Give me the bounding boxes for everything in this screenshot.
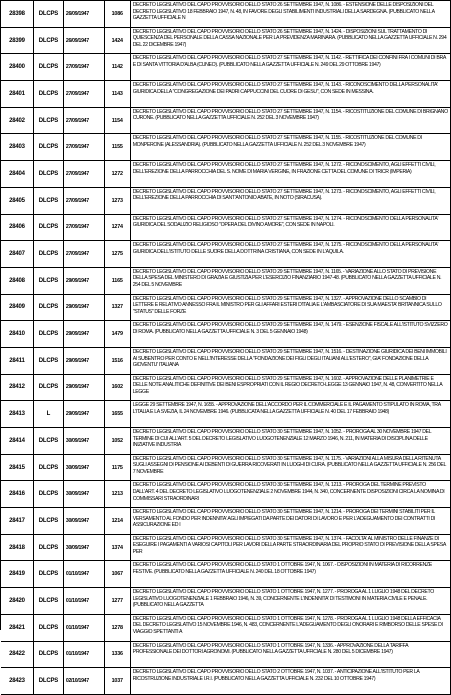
record-number: 28403 xyxy=(1,134,34,160)
act-type: DLCPS xyxy=(34,134,64,160)
act-number: 1175 xyxy=(105,455,131,481)
act-date: 27/09/1947 xyxy=(64,108,105,134)
act-date: 29/09/1947 xyxy=(64,375,105,401)
act-description: DECRETO LEGISLATIVO DEL CAPO PROVVISORIO DELLO STATO 27 SETTEMBRE 1947, N. 1142. - RETTIFICA DEI CONFINI FRA I COMUNI DI BRA E DI SANTA VITTORIA D'ALBA (CUNEO). (PUBBLICATO NELLA GAZZETTA UFFICIALE N. 249 DEL 29 OTTOBRE 1947) xyxy=(131,54,451,80)
record-number: 28409 xyxy=(1,295,34,321)
act-description: DECRETO LEGISLATIVO DEL CAPO PROVVISORIO DELLO STATO 27 SETTEMBRE 1947, N. 1275. - RICONOSCIMENTO DELLA PERSONALITA' GIURIDICA DELL'ISTITUTO DELLE SUORE DELLA DOTTRINA CRISTIANA, CON SEDE IN L'AQUILA. xyxy=(131,241,451,267)
act-type: DLCPS xyxy=(34,455,64,481)
act-date: 26/09/1947 xyxy=(64,28,105,54)
act-number: 1274 xyxy=(105,215,131,241)
act-description: DECRETO LEGISLATIVO DEL CAPO PROVVISORIO DELLO STATO 29 SETTEMBRE 1947, N. 1165. - VARIAZIONE ALLO STATO DI PREVISIONE DELLA SPESA DEL MINISTERO DI GRAZIA E GIUSTIZIA PER L'ESERCIZIO FINANZIARIO 1947-48. (PUBBLICATO NELLA GAZZETTA UFFICIALE N. 254 DEL 5 NOVEMBRE xyxy=(131,268,451,294)
record-number: 28415 xyxy=(1,455,34,481)
act-date: 29/09/1947 xyxy=(64,295,105,321)
act-type: DLCPS xyxy=(34,54,64,80)
act-description: DECRETO LEGISLATIVO DEL CAPO PROVVISORIO DELLO STATO 29 SETTEMBRE 1947, N. 1516. - DESTINAZIONE GIURIDICA DEI BENI IMMOBILI AI SUBENTRO PER CONTO E NELL'INTERESSE DELLA "FONDAZIONE DEI FIGLI DEGLI ITALIANI ALL'ESTERO", GIA' FONDAZIONE DELLA GIOVENTU' ITALIANA xyxy=(131,348,451,374)
act-number: 1278 xyxy=(105,615,131,641)
act-description: DECRETO LEGISLATIVO DEL CAPO PROVVISORIO DELLO STATO 2 OTTOBRE 1947, N. 1037. - ANTICIPAZIONE ALL'ISTITUTO PER LA RICOSTRUZIONE INDUSTRIALE I.R.I. (PUBBLICATO NELLA GAZZETTA UFFICIALE N. 232 DEL 10 OTTOBRE 1947) xyxy=(131,668,451,694)
act-number: 1327 xyxy=(105,295,131,321)
act-type: DLCPS xyxy=(34,268,64,294)
record-number: 28405 xyxy=(1,188,34,214)
record-number: 28422 xyxy=(1,642,34,668)
record-number: 28411 xyxy=(1,348,34,374)
table-row xyxy=(1,54,451,81)
act-description: DECRETO LEGISLATIVO DEL CAPO PROVVISORIO DELLO STATO 27 SETTEMBRE 1947, N. 1273. - RICONOSCIMENTO, AGLI EFFETTI CIVILI, DELL'EREZIONE DELLA PARROCCHIA DI SANT'ANTONIO ABATE, IN NOTO (SIRACUSA). xyxy=(131,188,451,214)
act-date: 30/09/1947 xyxy=(64,428,105,454)
act-description: DECRETO LEGISLATIVO DEL CAPO PROVVISORIO DELLO STATO 29 SETTEMBRE 1947, N. 1479. - ESENZIONE FISCALE ALL'ISTITUTO SVIZZERO DI ROMA. (PUBBLICATO NELLA GAZZETTA UFFICIALE N. 3 DEL 5 GENNAIO 1948) xyxy=(131,321,451,347)
act-description: DECRETO LEGISLATIVO DEL CAPO PROVVISORIO DELLO STATO 1 OTTOBRE 1947, N. 1277. - PROROGA AL 1 LUGLIO 1948 DEL DECRETO LEGISLATIVO LUOGOTENENZIALE 1 FEBBRAIO 1946, N. 39, CONCERNENTE L'INDENNITA' DI TESTIMONI IN MATERIA CIVILE E PENALE. (PUBBLICATO NELLA GAZZETTA xyxy=(131,588,451,614)
act-number: 1275 xyxy=(105,241,131,267)
table-row xyxy=(1,428,451,455)
act-type: DLCPS xyxy=(34,161,64,187)
act-type: DLCPS xyxy=(34,508,64,534)
act-type: DLCPS xyxy=(34,588,64,614)
act-description: DECRETO LEGISLATIVO DEL CAPO PROVVISORIO DELLO STATO 27 SETTEMBRE 1947, N. 1143. - RICONOSCIMENTO DELLA PERSONALITA' GIURIDICA DELLA "CONGREGAZIONE DEI PADRI CAPPUCCINI DEL CUORE DI GESU", CON SEDE IN MESSINA. xyxy=(131,81,451,107)
act-number: 1086 xyxy=(105,1,131,27)
act-date: 01/10/1947 xyxy=(64,588,105,614)
act-date: 02/10/1947 xyxy=(64,668,105,694)
act-date: 27/09/1947 xyxy=(64,54,105,80)
act-date: 27/09/1947 xyxy=(64,81,105,107)
act-date: 27/09/1947 xyxy=(64,241,105,267)
table-row xyxy=(1,455,451,482)
act-number: 1165 xyxy=(105,268,131,294)
act-type: DLCPS xyxy=(34,215,64,241)
act-description: DECRETO LEGISLATIVO DEL CAPO PROVVISORIO DELLO STATO 29 SETTEMBRE 1947, N. 1327. - APPROVAZIONE DELLO SCAMBIO DI LETTERE E RELATIVO ANNESSO FRA IL MINISTRO PER GLI AFFARI ESTERI D'ITALIA E L'AMBASCIATORE DI SUA MAESTA' BRITANNICA SULLO "STATUS" DELLE FORZE xyxy=(131,295,451,321)
act-description: DECRETO LEGISLATIVO DEL CAPO PROVVISORIO DELLO STATO 27 SETTEMBRE 1947, N. 1155. - RICOSTITUZIONE DEL COMUNE DI MONPERONE (ALESSANDRIA). (PUBBLICATO NELLA GAZZETTA UFFICIALE N. 252 DEL 3 NOVEMBRE 1947) xyxy=(131,134,451,160)
table-row xyxy=(1,134,451,161)
act-description: DECRETO LEGISLATIVO DEL CAPO PROVVISORIO DELLO STATO 26 SETTEMBRE 1947, N. 1424. - DISPOSIZIONI SUL TRATTAMENTO DI QUIESCENZA DEL PERSONALE DELLA CASSA NAZIONALE PER LA PREVIDENZA MARINARA. (PUBBLICATO NELLA GAZZETTA UFFICIALE N. 294 DEL 22 DICEMBRE 1947) xyxy=(131,28,451,54)
act-number: 1277 xyxy=(105,588,131,614)
record-number: 28420 xyxy=(1,588,34,614)
act-type: DLCPS xyxy=(34,1,64,27)
act-description: DECRETO LEGISLATIVO DEL CAPO PROVVISORIO DELLO STATO 30 SETTEMBRE 1947, N. 1213. - PROROGA DEL TERMINE PREVISTO DALL'ART. 4 DEL DECRETO LEGISLATIVO LUOGOTENENZIALE 2 NOVEMBRE 1944, N. 340, CONCERNENTE DISPOSIZIONI CIRCA LA NOMINA DI COMMISSARI STRAORDINARI xyxy=(131,481,451,507)
act-description: DECRETO LEGISLATIVO DEL CAPO PROVVISORIO DELLO STATO 30 SETTEMBRE 1947, N. 1214. - PROROGA DEI TERMINI STABILITI PER IL VERSAMENTO AL FONDO PER INDENNITA' AGLI IMPIEGATI DA PARTE DEI DATORI DI LAVORO E PER L'ADEGUAMENTO DEI CONTRATTI DI ASSICURAZIONE ED I xyxy=(131,508,451,534)
act-type: DLCPS xyxy=(34,28,64,54)
table-row xyxy=(1,108,451,135)
act-description: DECRETO LEGISLATIVO DEL CAPO PROVVISORIO DELLO STATO 26 SETTEMBRE 1947, N. 1086. - ESTENSIONE DELLE DISPOSIZIONI DEL DECRETO LEGISLATIVO 18 FEBBRAIO 1947, N. 48, IN FAVORE DEGLI STABILIMENTI INDUSTRIALI DELLA SARDEGNA. (PUBBLICATO NELLA GAZZETTA UFFICIALE N xyxy=(131,1,451,27)
act-date: 01/10/1947 xyxy=(64,615,105,641)
record-number: 28408 xyxy=(1,268,34,294)
act-date: 27/09/1947 xyxy=(64,215,105,241)
table-row xyxy=(1,508,451,535)
act-type: DLCPS xyxy=(34,188,64,214)
table-row xyxy=(1,588,451,615)
record-number: 28400 xyxy=(1,54,34,80)
table-row xyxy=(1,348,451,375)
table-row xyxy=(1,241,451,268)
act-description: DECRETO LEGISLATIVO DEL CAPO PROVVISORIO DELLO STATO 1 OTTOBRE 1947, N. 1336. - APPROVAZIONE DELLA TARIFFA PROFESSIONALE DEI DOTTORI AGRONOMI. (PUBBLICATO NELLA GAZZETTA UFFICIALE N. 280 DEL 5 DICEMBRE 1947) xyxy=(131,642,451,668)
record-number: 28416 xyxy=(1,481,34,507)
act-number: 1142 xyxy=(105,54,131,80)
act-date: 29/09/1947 xyxy=(64,348,105,374)
act-number: 1273 xyxy=(105,188,131,214)
act-type: DLCPS xyxy=(34,481,64,507)
act-type: DLCPS xyxy=(34,295,64,321)
record-number: 28413 xyxy=(1,401,34,427)
act-number: 1655 xyxy=(105,401,131,427)
act-number: 1067 xyxy=(105,561,131,587)
act-description: LEGGE 29 SETTEMBRE 1947, N. 1655. - APPROVAZIONE DELL'ACCORDO PER IL COMMERCIALE E IL PAGAMENTO STIPULATO IN ROMA, TRA L'ITALIA E LA SVEZIA, IL 24 NOVEMBRE 1946. (PUBBLICATA NELLA GAZZETTA UFFICIALE N. 40 DEL 17 FEBBRAIO 1948) xyxy=(131,401,451,427)
act-date: 30/09/1947 xyxy=(64,535,105,561)
act-number: 1154 xyxy=(105,108,131,134)
record-number: 28417 xyxy=(1,508,34,534)
record-number: 28399 xyxy=(1,28,34,54)
act-type: DLCPS xyxy=(34,642,64,668)
act-type: DLCPS xyxy=(34,561,64,587)
act-number: 1143 xyxy=(105,81,131,107)
act-number: 1602 xyxy=(105,375,131,401)
act-number: 1272 xyxy=(105,161,131,187)
act-description: DECRETO LEGISLATIVO DEL CAPO PROVVISORIO DELLO STATO 30 SETTEMBRE 1947, N. 1374. - FACOLTA' AL MINISTRO DELLE FINANZE DI ESEGUIRE I PAGAMENTI A VARIOSI CAPITOLI PER LAVORI DELLA PARTE STRAORDINARIA DEL PROPRIO STATO DI PREVISIONE DELLA SPESA PER xyxy=(131,535,451,561)
act-description: DECRETO LEGISLATIVO DEL CAPO PROVVISORIO DELLO STATO 27 SETTEMBRE 1947, N. 1154. - RICOSTITUZIONE DEL COMUNE DI BRIGNANO CURONE. (PUBBLICATO NELLA GAZZETTA UFFICIALE N. 252 DEL 3 NOVEMBRE 1947) xyxy=(131,108,451,134)
act-date: 27/09/1947 xyxy=(64,188,105,214)
record-number: 28401 xyxy=(1,81,34,107)
table-row xyxy=(1,615,451,642)
act-type: DLCPS xyxy=(34,535,64,561)
act-type: DLCPS xyxy=(34,615,64,641)
record-number: 28421 xyxy=(1,615,34,641)
act-date: 30/09/1947 xyxy=(64,481,105,507)
table-row xyxy=(1,1,451,28)
act-type: L xyxy=(34,401,64,427)
act-number: 1479 xyxy=(105,321,131,347)
act-date: 30/09/1947 xyxy=(64,455,105,481)
act-description: DECRETO LEGISLATIVO DEL CAPO PROVVISORIO DELLO STATO 27 SETTEMBRE 1947, N. 1274. - RICONOSCIMENTO DELLA PERSONALITA' GIURIDICA DEL SODALIZIO RELIGIOSO "OPERA DEL DIVINO AMORE", CON SEDE IN NAPOLI. xyxy=(131,215,451,241)
record-number: 28410 xyxy=(1,321,34,347)
table-row xyxy=(1,81,451,108)
table-row xyxy=(1,215,451,242)
record-number: 28407 xyxy=(1,241,34,267)
act-type: DLCPS xyxy=(34,428,64,454)
act-type: DLCPS xyxy=(34,321,64,347)
act-type: DLCPS xyxy=(34,81,64,107)
act-description: DECRETO LEGISLATIVO DEL CAPO PROVVISORIO DELLO STATO 30 SETTEMBRE 1947, N. 1052. - PROROGA AL 30 NOVEMBRE 1947 DEL TERMINE DI CUI ALL'ART. 5 DEL DECRETO LEGISLATIVO LUOGOTENENZIALE 12 MARZO 1946, N. 211, IN MATERIA DI DISCIPLINA DELLE INIZIATIVE INDUSTRIA xyxy=(131,428,451,454)
record-number: 28402 xyxy=(1,108,34,134)
act-type: DLCPS xyxy=(34,348,64,374)
table-row xyxy=(1,535,451,562)
act-date: 29/09/1947 xyxy=(64,268,105,294)
record-number: 28398 xyxy=(1,1,34,27)
act-number: 1037 xyxy=(105,668,131,694)
table-row xyxy=(1,321,451,348)
act-date: 29/09/1947 xyxy=(64,321,105,347)
table-row xyxy=(1,375,451,402)
act-description: DECRETO LEGISLATIVO DEL CAPO PROVVISORIO DELLO STATO 29 SETTEMBRE 1947, N. 1602. - APPROVAZIONE DELLE PLANIMETRIE E DELLE NOTE ANALITICHE DEFINITIVE DEI BENI ESPROPRIATI CON IL REGIO DECRETO-LEGGE 13 GENNAIO 1947, N. 48, CONVERTITO NELLA LEGGE xyxy=(131,375,451,401)
act-type: DLCPS xyxy=(34,108,64,134)
table-row xyxy=(1,481,451,508)
act-number: 1516 xyxy=(105,348,131,374)
act-number: 1052 xyxy=(105,428,131,454)
record-number: 28414 xyxy=(1,428,34,454)
table-row xyxy=(1,268,451,295)
act-date: 01/10/1947 xyxy=(64,642,105,668)
act-number: 1374 xyxy=(105,535,131,561)
table-row xyxy=(1,642,451,669)
record-number: 28423 xyxy=(1,668,34,694)
act-number: 1214 xyxy=(105,508,131,534)
record-number: 28418 xyxy=(1,535,34,561)
table-row xyxy=(1,401,451,428)
act-number: 1424 xyxy=(105,28,131,54)
act-type: DLCPS xyxy=(34,668,64,694)
record-number: 28406 xyxy=(1,215,34,241)
table-row xyxy=(1,161,451,188)
act-description: DECRETO LEGISLATIVO DEL CAPO PROVVISORIO DELLO STATO 1 OTTOBRE 1947, N. 1278. - PROROGA AL 1 LUGLIO 1948 DELLA EFFICACIA DEL DECRETO LEGISLATIVO 15 NOVEMBRE 1946, N. 483, CONCERNENTE L'ADEGUAMENTO DEGLI ONORARI E RIMBORSO DELLE SPESE DI VIAGGIO SPETTANTI A xyxy=(131,615,451,641)
table-row xyxy=(1,28,451,55)
table-row xyxy=(1,188,451,215)
record-number: 28419 xyxy=(1,561,34,587)
act-number: 1213 xyxy=(105,481,131,507)
act-date: 27/09/1947 xyxy=(64,161,105,187)
act-description: DECRETO LEGISLATIVO DEL CAPO PROVVISORIO DELLO STATO 1 OTTOBRE 1947, N. 1067. - DISPOSIZIONI IN MATERIA DI RICORRENZE FESTIVE. (PUBBLICATO NELLA GAZZETTA UFFICIALE N. 240 DEL 18 OTTOBRE 1947) xyxy=(131,561,451,587)
act-description: DECRETO LEGISLATIVO DEL CAPO PROVVISORIO DELLO STATO 30 SETTEMBRE 1947, N. 1175. - VARIAZIONI ALLA MISURA DELLA RITENUTA SUGLI ASSEGNI DI PENSIONE AI DEBENTI DI GUERRA RICOVERATI IN LUOGHI DI CURA. (PUBBLICATO NELLA GAZZETTA UFFICIALE N. 256 DEL 7 NOVEMBRE xyxy=(131,455,451,481)
act-date: 01/10/1947 xyxy=(64,561,105,587)
act-date: 26/09/1947 xyxy=(64,1,105,27)
act-date: 30/09/1947 xyxy=(64,508,105,534)
record-number: 28404 xyxy=(1,161,34,187)
table-row xyxy=(1,295,451,322)
record-number: 28412 xyxy=(1,375,34,401)
table-row xyxy=(1,561,451,588)
act-type: DLCPS xyxy=(34,375,64,401)
act-date: 29/09/1947 xyxy=(64,401,105,427)
act-description: DECRETO LEGISLATIVO DEL CAPO PROVVISORIO DELLO STATO 27 SETTEMBRE 1947, N. 1272. - RICONOSCIMENTO, AGLI EFFETTI CIVILI, DELL'EREZIONE DELLA PARROCCHIA DEL S. NOME DI MARIA VERGINE, IN FRAZIONE CETTA DEL COMUNE DI TRICR (IMPERIA) xyxy=(131,161,451,187)
act-date: 27/09/1947 xyxy=(64,134,105,160)
table-row xyxy=(1,668,451,695)
act-type: DLCPS xyxy=(34,241,64,267)
act-number: 1336 xyxy=(105,642,131,668)
act-number: 1155 xyxy=(105,134,131,160)
